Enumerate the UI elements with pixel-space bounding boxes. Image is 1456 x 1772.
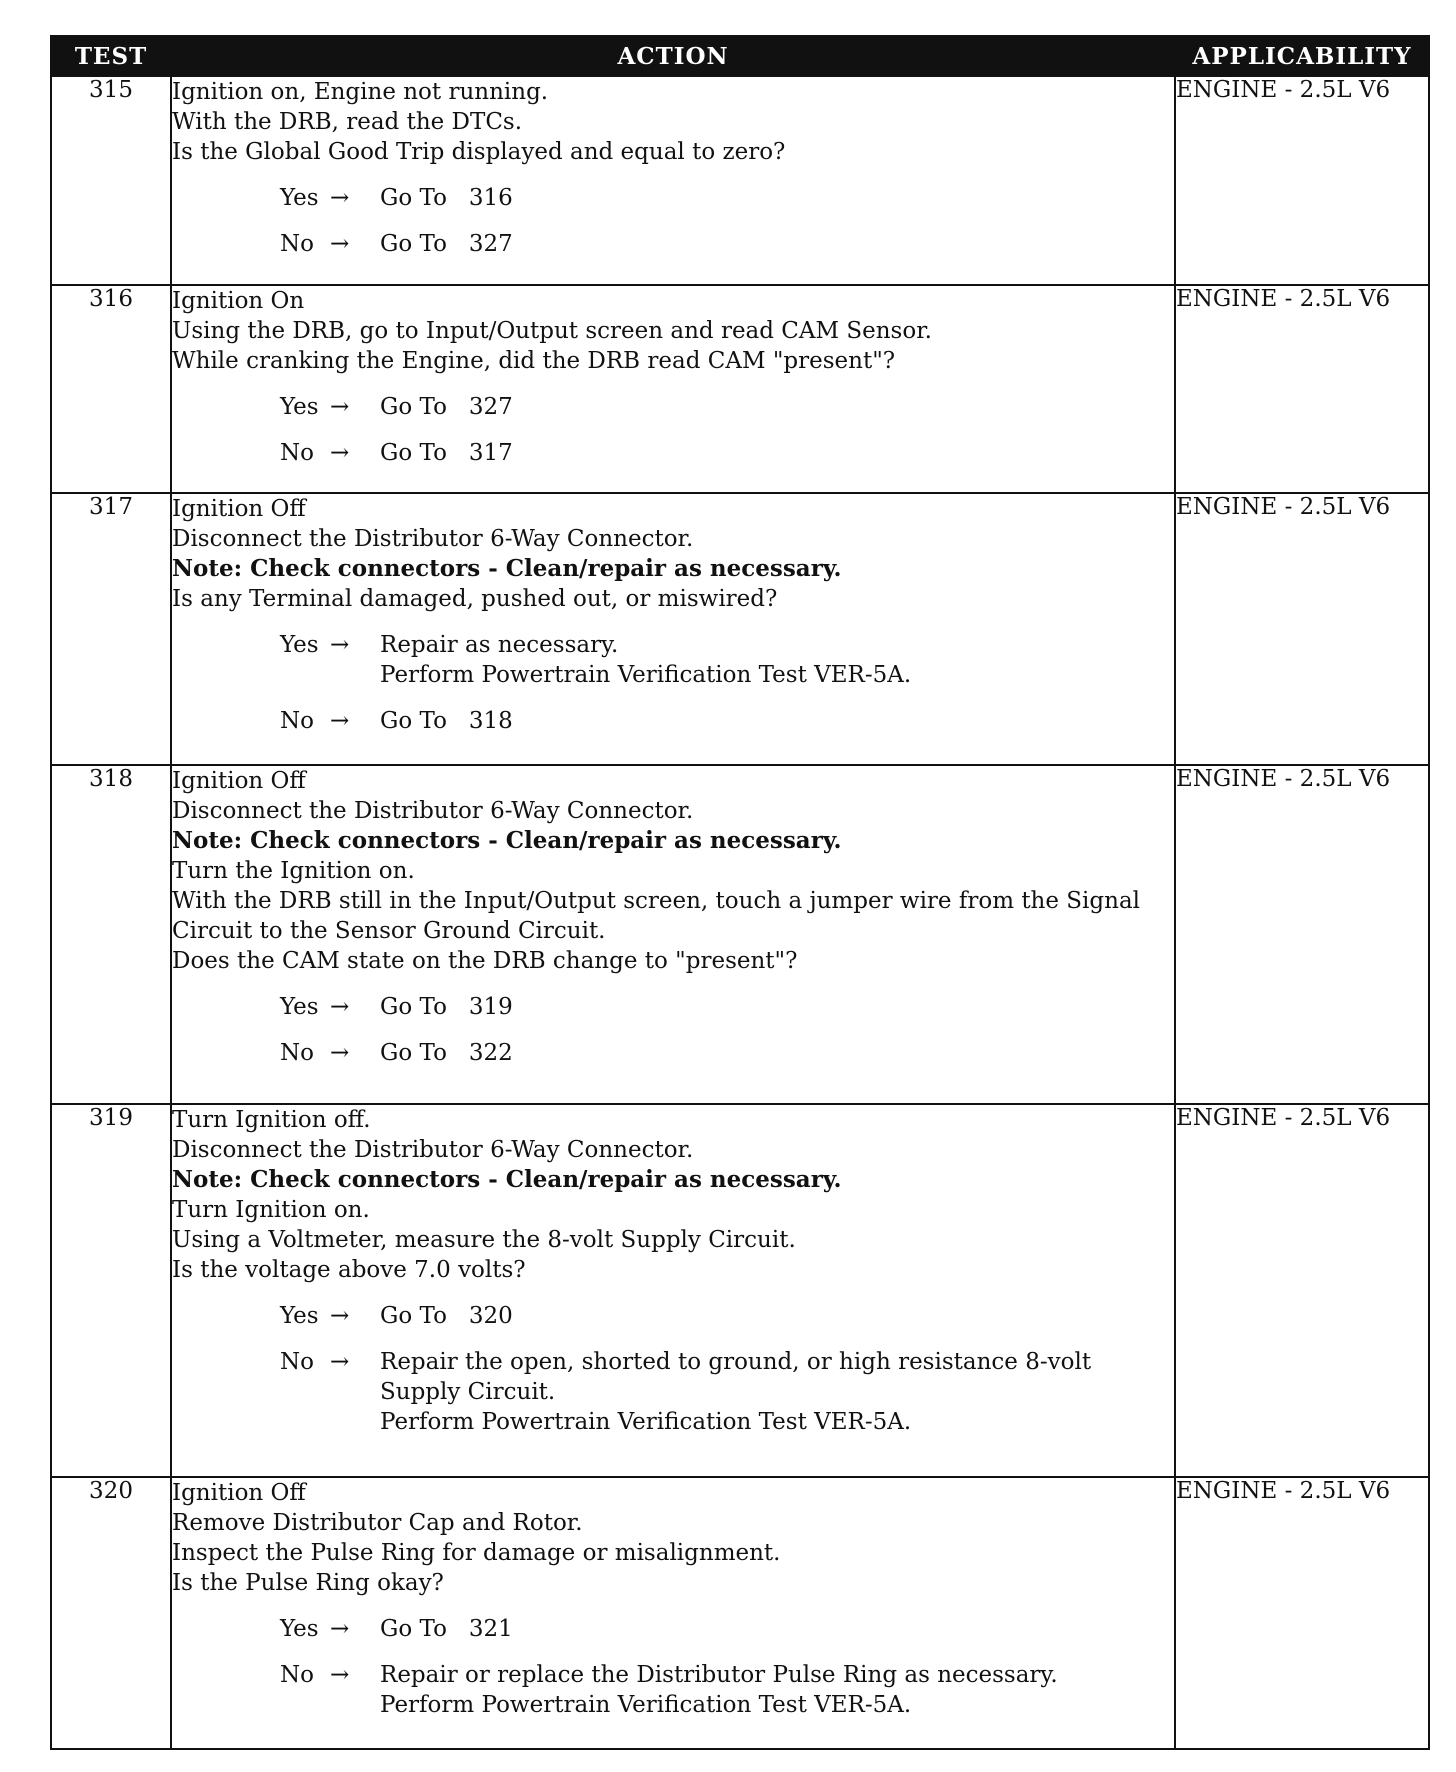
action-line: Using a Voltmeter, measure the 8-volt Supply Circuit.	[172, 1227, 796, 1254]
answer-row	[172, 1301, 1174, 1331]
right-arrow-icon: →	[330, 393, 350, 420]
test-number: 319	[51, 1104, 171, 1477]
action-line: Ignition on, Engine not running.	[172, 79, 549, 105]
action-cell	[171, 76, 1175, 285]
action-line: Is the voltage above 7.0 volts?	[172, 1257, 526, 1284]
action-line: Ignition On	[172, 287, 305, 314]
table-row	[51, 493, 1429, 765]
applicability-cell: ENGINE - 2.5L V6	[1175, 493, 1429, 765]
table-row	[51, 1104, 1429, 1477]
answer-text	[380, 706, 1174, 736]
answer-row	[172, 183, 1174, 213]
answer-row	[172, 992, 1174, 1022]
answer-line: Go To 327	[380, 231, 513, 257]
answer-text	[380, 229, 1174, 259]
test-number: 320	[51, 1477, 171, 1749]
test-number: 315	[51, 76, 171, 285]
answer-line: Go To 319	[380, 994, 513, 1021]
answer-line: Go To 327	[380, 393, 513, 420]
action-line: Ignition Off	[172, 1479, 306, 1506]
table-row	[51, 1477, 1429, 1749]
answer-line: Go To 321	[380, 1615, 513, 1642]
answer-text	[380, 1614, 1174, 1644]
answer-line: Perform Powertrain Verification Test VER-5A.	[380, 1691, 912, 1718]
test-number: 317	[51, 493, 171, 765]
action-line: With the DRB, read the DTCs.	[172, 109, 523, 135]
answer-label: No	[280, 1349, 314, 1376]
action-cell	[171, 493, 1175, 765]
answer-label: No	[280, 1661, 314, 1688]
action-line: Is any Terminal damaged, pushed out, or miswired?	[172, 586, 778, 613]
answer-row	[172, 392, 1174, 422]
answer-text	[380, 1038, 1174, 1068]
action-cell	[171, 765, 1175, 1104]
table-body	[51, 76, 1429, 1749]
answer-text	[380, 1660, 1174, 1720]
action-line: Disconnect the Distributor 6-Way Connector.	[172, 798, 694, 825]
note-line: Note: Check connectors - Clean/repair as necessary.	[172, 555, 842, 583]
answer-label: No	[280, 439, 314, 466]
diagnostic-test-table	[50, 35, 1430, 1750]
action-line: Using the DRB, go to Input/Output screen and read CAM Sensor.	[172, 317, 932, 344]
header-applicability: APPLICABILITY	[1175, 36, 1429, 76]
answer-line: Repair or replace the Distributor Pulse Ring as necessary.	[380, 1661, 1058, 1688]
answer-row	[172, 1660, 1174, 1720]
action-line: With the DRB still in the Input/Output screen, touch a jumper wire from the Signal Circuit to the Sensor Ground Circuit.	[172, 888, 1141, 945]
answer-label: No	[280, 1040, 314, 1067]
right-arrow-icon: →	[330, 632, 350, 659]
header-action: ACTION	[171, 36, 1175, 76]
right-arrow-icon: →	[330, 708, 350, 735]
answer-row	[172, 706, 1174, 736]
answer-label: Yes	[280, 1615, 319, 1642]
answer-line: Go To 318	[380, 708, 513, 735]
answer-label: Yes	[280, 632, 319, 659]
right-arrow-icon: →	[330, 1040, 350, 1067]
answer-text	[380, 438, 1174, 468]
answer-line: Go To 320	[380, 1303, 513, 1330]
action-line: Is the Pulse Ring okay?	[172, 1569, 444, 1596]
answer-text	[380, 630, 1174, 690]
answer-line: Perform Powertrain Verification Test VER-5A.	[380, 662, 912, 689]
answer-line: Repair as necessary.	[380, 632, 619, 659]
test-number: 316	[51, 285, 171, 494]
action-line: Disconnect the Distributor 6-Way Connector.	[172, 1137, 694, 1164]
action-line: Remove Distributor Cap and Rotor.	[172, 1509, 583, 1536]
answer-line: Go To 317	[380, 439, 513, 466]
right-arrow-icon: →	[330, 1349, 350, 1376]
table-row	[51, 76, 1429, 285]
answer-line: Perform Powertrain Verification Test VER-5A.	[380, 1409, 912, 1436]
answer-text	[380, 1347, 1174, 1437]
answer-label: No	[280, 708, 314, 735]
action-line: Ignition Off	[172, 768, 306, 795]
answer-row	[172, 1347, 1174, 1437]
test-number: 318	[51, 765, 171, 1104]
right-arrow-icon: →	[330, 994, 350, 1021]
answer-label: Yes	[280, 1303, 319, 1330]
answer-label: Yes	[280, 994, 319, 1021]
applicability-cell: ENGINE - 2.5L V6	[1175, 285, 1429, 494]
applicability-cell: ENGINE - 2.5L V6	[1175, 1104, 1429, 1477]
answer-row	[172, 630, 1174, 690]
action-line: While cranking the Engine, did the DRB read CAM "present"?	[172, 347, 896, 374]
right-arrow-icon: →	[330, 1615, 350, 1642]
table-header-row	[51, 36, 1429, 76]
action-cell	[171, 1104, 1175, 1477]
right-arrow-icon: →	[330, 1661, 350, 1688]
answer-text	[380, 183, 1174, 213]
answer-row	[172, 1038, 1174, 1068]
action-cell	[171, 285, 1175, 494]
table-row	[51, 765, 1429, 1104]
action-line: Inspect the Pulse Ring for damage or misalignment.	[172, 1539, 781, 1566]
answer-row	[172, 229, 1174, 259]
answer-line: Go To 316	[380, 185, 513, 211]
action-line: Does the CAM state on the DRB change to "present"?	[172, 948, 798, 975]
right-arrow-icon: →	[330, 1303, 350, 1330]
action-line: Turn Ignition off.	[172, 1107, 371, 1134]
answer-text	[380, 992, 1174, 1022]
action-line: Disconnect the Distributor 6-Way Connector.	[172, 526, 694, 553]
applicability-cell: ENGINE - 2.5L V6	[1175, 1477, 1429, 1749]
action-line: Turn Ignition on.	[172, 1197, 370, 1224]
applicability-cell: ENGINE - 2.5L V6	[1175, 76, 1429, 285]
answer-label: Yes	[280, 393, 319, 420]
action-line: Is the Global Good Trip displayed and equal to zero?	[172, 139, 786, 165]
action-line: Turn the Ignition on.	[172, 858, 415, 885]
note-line: Note: Check connectors - Clean/repair as necessary.	[172, 1166, 842, 1194]
action-cell	[171, 1477, 1175, 1749]
note-line: Note: Check connectors - Clean/repair as necessary.	[172, 827, 842, 855]
answer-line: Repair the open, shorted to ground, or high resistance 8-volt Supply Circuit.	[380, 1349, 1099, 1406]
answer-row	[172, 438, 1174, 468]
answer-label: No	[280, 231, 314, 257]
right-arrow-icon: →	[330, 185, 350, 211]
answer-text	[380, 1301, 1174, 1331]
table-row	[51, 285, 1429, 494]
right-arrow-icon: →	[330, 231, 350, 257]
answer-text	[380, 392, 1174, 422]
right-arrow-icon: →	[330, 439, 350, 466]
action-line: Ignition Off	[172, 496, 306, 523]
applicability-cell: ENGINE - 2.5L V6	[1175, 765, 1429, 1104]
answer-label: Yes	[280, 185, 319, 211]
answer-line: Go To 322	[380, 1040, 513, 1067]
answer-row	[172, 1614, 1174, 1644]
header-test: TEST	[51, 36, 171, 76]
